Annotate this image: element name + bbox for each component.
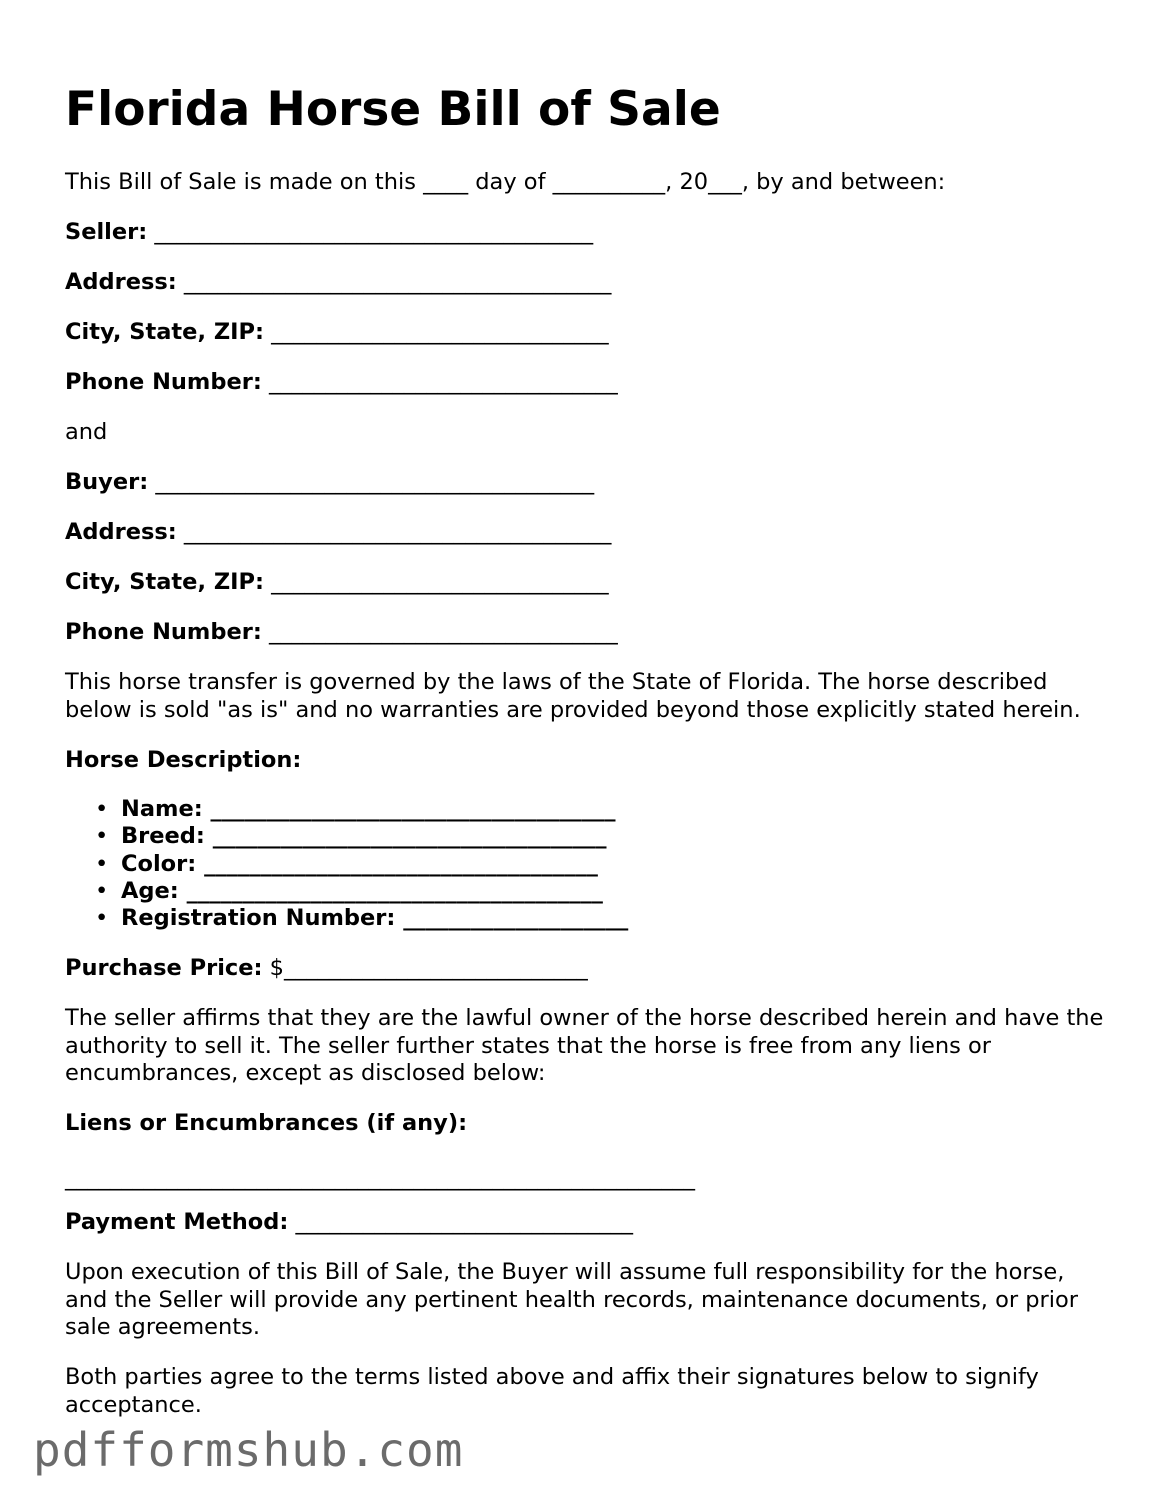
seller-city-row [65, 318, 609, 346]
horse-registration-item [95, 905, 629, 932]
buyer-phone-row [65, 618, 618, 646]
buyer-name-blank[interactable]: _______________________________________ [148, 469, 595, 495]
liens-heading: Liens or Encumbrances (if any): [65, 1110, 468, 1136]
seller-phone-label: Phone Number: [65, 369, 262, 395]
buyer-city-blank[interactable]: ______________________________ [264, 569, 609, 595]
horse-description-heading: Horse Description: [65, 747, 302, 773]
horse-age-field[interactable]: Age: _____________________________________ [121, 877, 603, 904]
seller-name-row [65, 218, 593, 246]
bullet-icon: • [95, 823, 109, 850]
horse-registration-field[interactable]: Registration Number: ____________________ [121, 905, 629, 932]
liens-blank[interactable]: ________________________________________________________ [65, 1165, 695, 1191]
buyer-name-label: Buyer: [65, 469, 149, 495]
buyer-address-blank[interactable]: ______________________________________ [176, 519, 612, 545]
seller-city-blank[interactable]: ______________________________ [264, 319, 609, 345]
ownership-paragraph: The seller affirms that they are the lawful owner of the horse described herein and have the authority to sell it. The seller further states that the horse is free from any liens or encumbrances, except as disclosed below: [65, 1005, 1104, 1086]
seller-address-row [65, 268, 611, 296]
payment-method-blank[interactable]: ______________________________ [288, 1209, 633, 1235]
horse-name-field[interactable]: Name: ____________________________________ [121, 796, 616, 822]
and-text: and [65, 419, 108, 445]
buyer-city-row [65, 568, 609, 596]
seller-address-blank[interactable]: ______________________________________ [176, 269, 612, 295]
horse-description-list [65, 796, 628, 932]
horse-color-item [95, 850, 628, 878]
horse-name-item [95, 796, 628, 823]
seller-name-label: Seller: [65, 219, 148, 245]
purchase-price-blank[interactable]: $___________________________ [262, 955, 588, 981]
bullet-icon: • [95, 796, 109, 822]
buyer-name-row [65, 468, 594, 496]
watermark: pdfformshub.com [33, 1423, 464, 1477]
buyer-address-label: Address: [65, 519, 177, 545]
horse-color-field[interactable]: Color: ___________________________________ [121, 850, 598, 877]
page-title: Florida Horse Bill of Sale [65, 82, 721, 137]
horse-breed-field[interactable]: Breed: ___________________________________ [121, 823, 607, 850]
bullet-icon: • [95, 877, 109, 904]
horse-age-item [95, 877, 628, 905]
payment-method-label: Payment Method: [65, 1209, 289, 1235]
payment-method-row [65, 1208, 633, 1236]
bullet-icon: • [95, 905, 109, 932]
buyer-city-label: City, State, ZIP: [65, 569, 264, 595]
governing-law-paragraph: This horse transfer is governed by the laws of the State of Florida. The horse described below is sold "as is" and no warranties are provided beyond those explicitly stated herein. [65, 669, 1081, 723]
agreement-paragraph: Both parties agree to the terms listed above and affix their signatures below to signify acceptance. [65, 1364, 1039, 1418]
responsibility-paragraph: Upon execution of this Bill of Sale, the Buyer will assume full responsibility for the horse, and the Seller will provide any pertinent health records, maintenance documents, or prior sale agreements. [65, 1259, 1079, 1340]
buyer-phone-blank[interactable]: _______________________________ [261, 619, 618, 645]
buyer-phone-label: Phone Number: [65, 619, 262, 645]
horse-breed-item [95, 823, 628, 850]
seller-name-blank[interactable]: _______________________________________ [147, 219, 594, 245]
seller-phone-row [65, 368, 618, 396]
buyer-address-row [65, 518, 611, 546]
seller-phone-blank[interactable]: _______________________________ [261, 369, 618, 395]
bullet-icon: • [95, 850, 109, 877]
seller-address-label: Address: [65, 269, 177, 295]
purchase-price-row [65, 954, 588, 982]
intro-line: This Bill of Sale is made on this ____ day of __________, 20___, by and between: [65, 169, 946, 195]
seller-city-label: City, State, ZIP: [65, 319, 264, 345]
purchase-price-label: Purchase Price: [65, 955, 263, 981]
